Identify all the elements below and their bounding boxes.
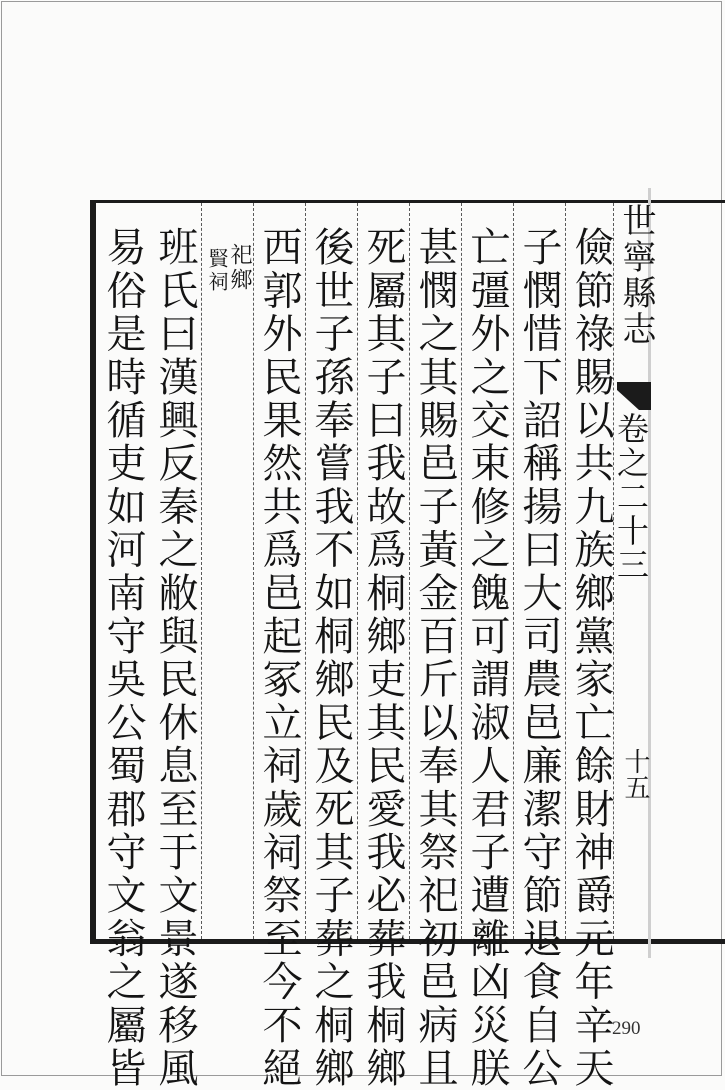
book-title: 世寧縣志 — [616, 203, 656, 347]
text-column-4: 甚憫之其賜邑子黃金百斤以奉其祭祀初邑病且 — [412, 226, 458, 1090]
section-heading-sub: 賢祠 — [205, 248, 229, 294]
fishtail-mark-icon — [615, 378, 653, 414]
text-column-5: 死屬其子曰我故爲桐鄉吏其民愛我必葬我桐鄉 — [360, 226, 406, 1090]
text-column-2: 子憫惜下詔稱揚曰大司農邑廉潔守節退食自公 — [516, 226, 562, 1090]
text-column-7: 西郭外民果然共爲邑起冢立祠歲祠祭至今不絕 — [256, 226, 302, 1090]
page-number: 290 — [612, 1018, 641, 1039]
section-heading-main: 祀鄉 — [227, 243, 252, 293]
chapter-label: 卷之二十三 — [612, 412, 650, 582]
text-column-8: 班氏曰漢興反秦之敝與民休息至于文景遂移風 — [152, 226, 198, 1090]
leaf-number: 十五 — [620, 748, 650, 800]
text-column-1: 儉節祿賜以共九族鄉黨家亡餘財神爵元年辛天 — [568, 226, 614, 1090]
column-divider — [201, 203, 202, 939]
text-column-9: 易俗是時循吏如河南守吳公蜀郡守文翁之屬皆 — [100, 226, 146, 1090]
text-column-6: 後世子孫奉嘗我不如桐鄉民及死其子葬之桐鄉 — [308, 226, 354, 1090]
text-column-3: 亡彊外之交束修之餽可謂淑人君子遭離凶災朕 — [464, 226, 510, 1090]
